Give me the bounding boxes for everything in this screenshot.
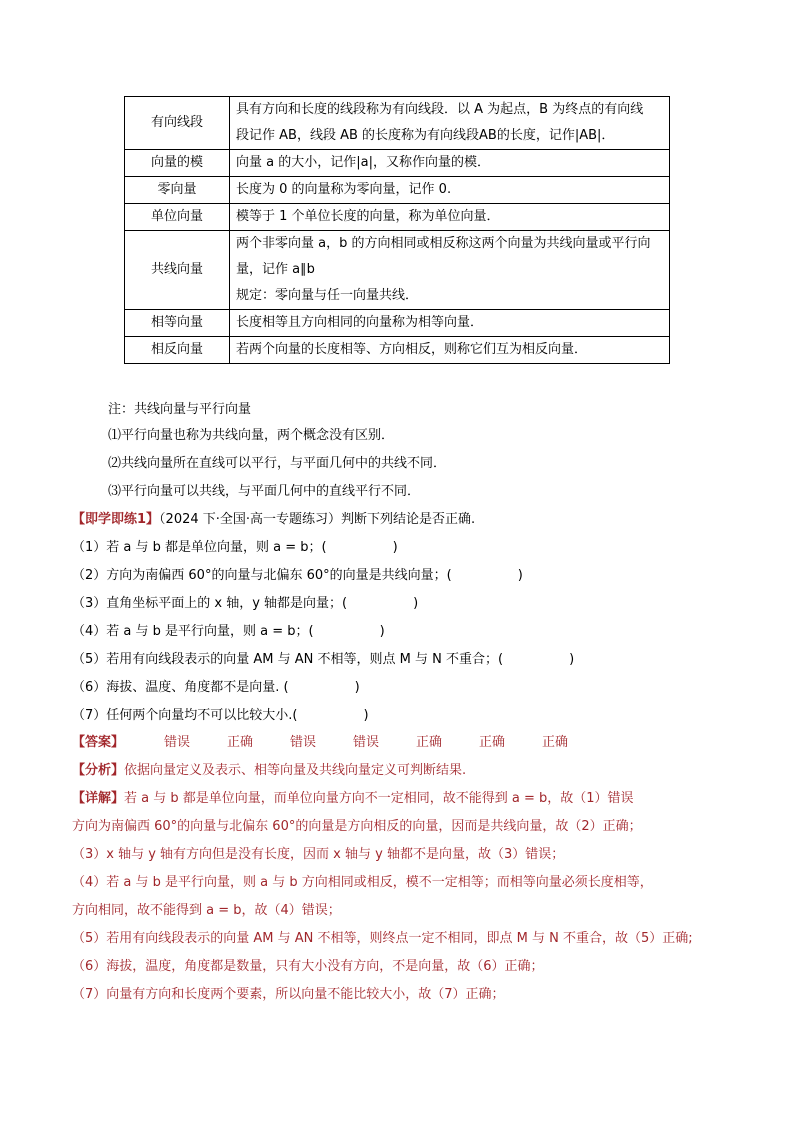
definition-desc — [230, 150, 670, 177]
detail-tag: 【详解】 — [72, 791, 125, 806]
question-close-paren: ) — [413, 596, 419, 611]
vector-definitions-table — [124, 96, 670, 364]
answer-value: 正确 — [227, 735, 254, 750]
definition-desc-line: 量，记作 a∥b — [236, 262, 315, 277]
question-close-paren: ) — [569, 652, 575, 667]
definition-term: 零向量 — [125, 177, 230, 204]
answer-value: 错误 — [353, 735, 380, 750]
definition-row — [125, 204, 670, 231]
definition-desc — [230, 204, 670, 231]
answer-value: 正确 — [542, 735, 569, 750]
note-item-1: ⑴平行向量也称为共线向量，两个概念没有区别． — [108, 428, 395, 443]
definition-desc-line: 模等于 1 个单位长度的向量，称为单位向量． — [236, 209, 500, 224]
exercise-tag: 【即学即练1】 — [72, 512, 160, 527]
detail-line-8: （7）向量有方向和长度两个要素，所以向量不能比较大小，故（7）正确； — [72, 987, 505, 1002]
definition-desc-line: 长度为 0 的向量称为零向量，记作 0. — [236, 182, 452, 197]
question-item — [72, 538, 398, 558]
answer-value: 正确 — [479, 735, 506, 750]
question-text: （4）若 a 与 b 是平行向量，则 a = b；( — [72, 624, 314, 639]
definition-desc-line: 向量 a 的大小，记作|a|，又称作向量的模． — [236, 155, 490, 170]
question-close-paren: ) — [517, 568, 523, 583]
definition-term: 相反向量 — [125, 337, 230, 364]
detail-line-7: （6）海拔，温度，角度都是数量，只有大小没有方向，不是向量，故（6）正确； — [72, 959, 544, 974]
exercise-header — [72, 510, 475, 530]
definition-desc — [230, 310, 670, 337]
analysis-tag: 【分析】 — [72, 763, 125, 778]
definition-term: 相等向量 — [125, 310, 230, 337]
question-item — [72, 566, 523, 586]
definition-desc-line: 具有方向和长度的线段称为有向线段．以 A 为起点，B 为终点的有向线 — [236, 102, 644, 117]
detail-line-1 — [72, 789, 634, 809]
question-text: （7）任何两个向量均不可以比较大小.( — [72, 708, 298, 723]
analysis-text: 依据向量定义及表示、相等向量及共线向量定义可判断结果. — [124, 763, 467, 778]
question-item — [72, 650, 574, 670]
definition-desc — [230, 231, 670, 310]
note-item-2: ⑵共线向量所在直线可以平行，与平面几何中的共线不同． — [108, 456, 447, 471]
definition-desc — [230, 177, 670, 204]
definition-desc-line: 段记作 AB，线段 AB 的长度称为有向线段AB的长度，记作|AB|． — [236, 128, 615, 143]
answer-value: 正确 — [416, 735, 443, 750]
detail-line-3: （3）x 轴与 y 轴有方向但是没有长度，因而 x 轴与 y 轴都不是向量，故（3）错误； — [72, 847, 565, 862]
definition-row — [125, 97, 670, 150]
question-text: （2）方向为南偏西 60°的向量与北偏东 60°的向量是共线向量；( — [72, 568, 452, 583]
question-text: （6）海拔、温度、角度都不是向量. ( — [72, 680, 289, 695]
definition-desc-line: 长度相等且方向相同的向量称为相等向量． — [236, 315, 484, 330]
question-close-paren: ) — [354, 680, 360, 695]
definition-row — [125, 177, 670, 204]
answer-value: 错误 — [164, 735, 191, 750]
analysis-row — [72, 761, 466, 781]
definition-desc — [230, 97, 670, 150]
detail-line-5: 方向相同，故不能得到 a = b，故（4）错误； — [72, 903, 341, 918]
definition-desc — [230, 337, 670, 364]
answer-value: 错误 — [290, 735, 317, 750]
definition-desc-line: 规定：零向量与任一向量共线． — [236, 288, 419, 303]
question-text: （5）若用有向线段表示的向量 AM 与 AN 不相等，则点 M 与 N 不重合；( — [72, 652, 504, 667]
definition-row — [125, 150, 670, 177]
detail-line-6: （5）若用有向线段表示的向量 AM 与 AN 不相等，则终点一定不相同，即点 M 与 N 不重合，故（5）正确; — [72, 931, 693, 946]
note-item-3: ⑶平行向量可以共线，与平面几何中的直线平行不同． — [108, 484, 421, 499]
definition-term: 向量的模 — [125, 150, 230, 177]
note-title: 注：共线向量与平行向量 — [108, 402, 252, 417]
definition-row — [125, 310, 670, 337]
definition-row — [125, 231, 670, 310]
definition-desc-line: 若两个向量的长度相等、方向相反，则称它们互为相反向量． — [236, 342, 588, 357]
question-close-paren: ) — [363, 708, 369, 723]
definition-row — [125, 337, 670, 364]
question-close-paren: ) — [379, 624, 385, 639]
detail-text-1: 若 a 与 b 都是单位向量，而单位向量方向不一定相同，故不能得到 a = b，故（1）错误 — [124, 791, 634, 806]
detail-line-4: （4）若 a 与 b 是平行向量，则 a 与 b 方向相同或相反，模不一定相等；而相等向量必须长度相等， — [72, 875, 653, 890]
question-text: （3）直角坐标平面上的 x 轴，y 轴都是向量；( — [72, 596, 348, 611]
question-close-paren: ) — [392, 540, 398, 555]
answer-row — [72, 733, 605, 753]
question-item — [72, 706, 369, 726]
definition-term: 有向线段 — [125, 97, 230, 150]
question-text: （1）若 a 与 b 都是单位向量，则 a = b；( — [72, 540, 327, 555]
answer-tag: 【答案】 — [72, 735, 125, 750]
exercise-source: （2024 下·全国·高一专题练习）判断下列结论是否正确. — [159, 512, 476, 527]
definition-desc-line: 两个非零向量 a，b 的方向相同或相反称这两个向量为共线向量或平行向 — [236, 236, 651, 251]
question-item — [72, 594, 418, 614]
definition-term: 单位向量 — [125, 204, 230, 231]
detail-line-2: 方向为南偏西 60°的向量与北偏东 60°的向量是方向相反的向量，因而是共线向量，故（2）正确； — [72, 819, 642, 834]
question-item — [72, 622, 385, 642]
question-item — [72, 678, 360, 698]
definition-term: 共线向量 — [125, 231, 230, 310]
